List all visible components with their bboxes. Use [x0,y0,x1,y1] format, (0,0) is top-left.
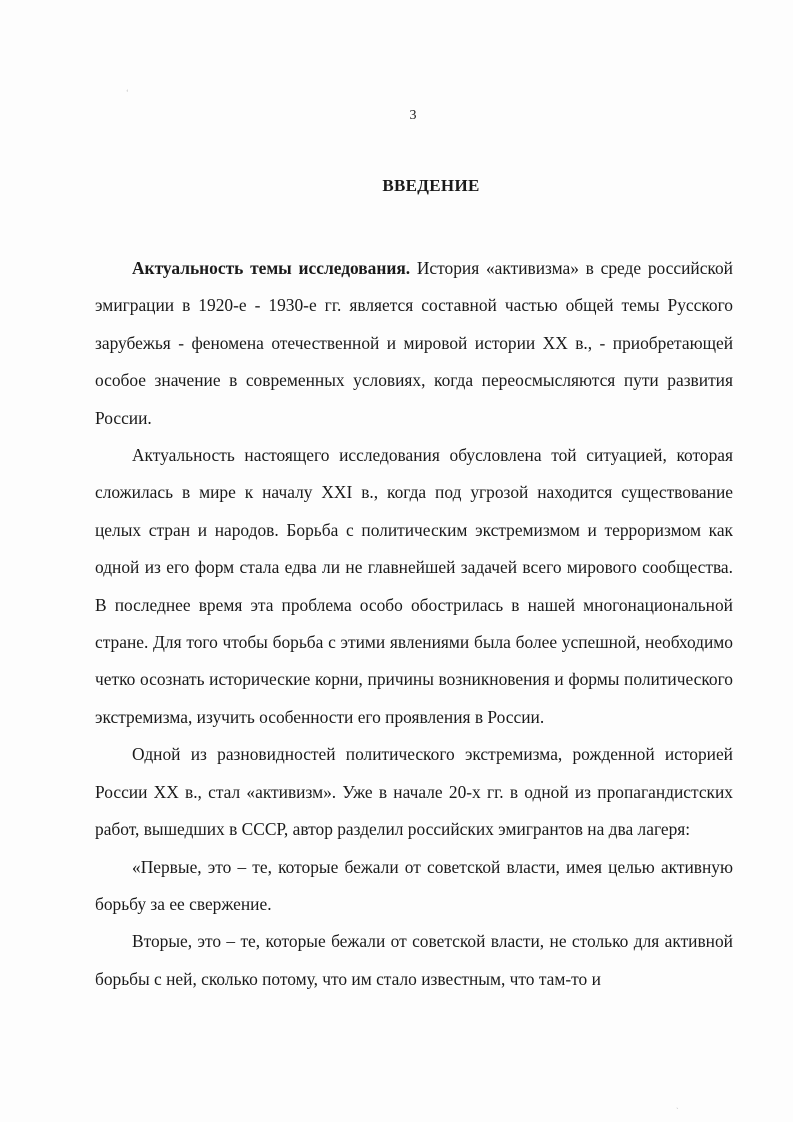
paragraph-quote-second: Вторые, это – те, которые бежали от советской власти, не столько для активной борьбы с ней, сколько потому, что им стало известным, что там-то и [95,931,733,989]
page-number: 3 [409,108,417,123]
paragraph-relevance [95,250,733,437]
body-text [95,250,733,998]
section-title: ВВЕДЕНИЕ [382,176,480,195]
paragraph-current-situation: Актуальность настоящего исследования обусловлена той ситуацией, которая сложилась в мире к началу XXI в., когда под угрозой находится существование целых стран и народов. Борьба с политическим экстремизмом и терроризмом как одной из его форм стала едва ли не главнейшей задачей всего мирового сообщества. В последнее время эта проблема особо обострилась в нашей многонациональной стране. Для того чтобы борьба с этими явлениями была более успешной, необходимо четко осознать исторические корни, причины возникновения и формы политического экстремизма, изучить особенности его проявления в России. [95,445,733,727]
paragraph-text: История «активизма» в среде российской эмиграции в 1920-е - 1930-е гг. является составной частью общей темы Русского зарубежья - феномена отечественной и мировой истории XX в., - приобретающей особое значение в современных условиях, когда переосмысляются пути развития России. [95,258,733,428]
scan-speck: ‘ [126,88,129,97]
paragraph-quote-first: «Первые, это – те, которые бежали от советской власти, имея целью активную борьбу за ее свержение. [95,856,733,914]
scan-speck: ˏ [676,1100,679,1109]
paragraph-activism: Одной из разновидностей политического экстремизма, рожденной историей России XX в., стал «активизм». Уже в начале 20-х гг. в одной из пропагандистских работ, вышедших в СССР, автор разделил российских эмигрантов на два лагеря: [95,744,733,840]
paragraph-lead: Актуальность темы исследования. [132,258,411,278]
